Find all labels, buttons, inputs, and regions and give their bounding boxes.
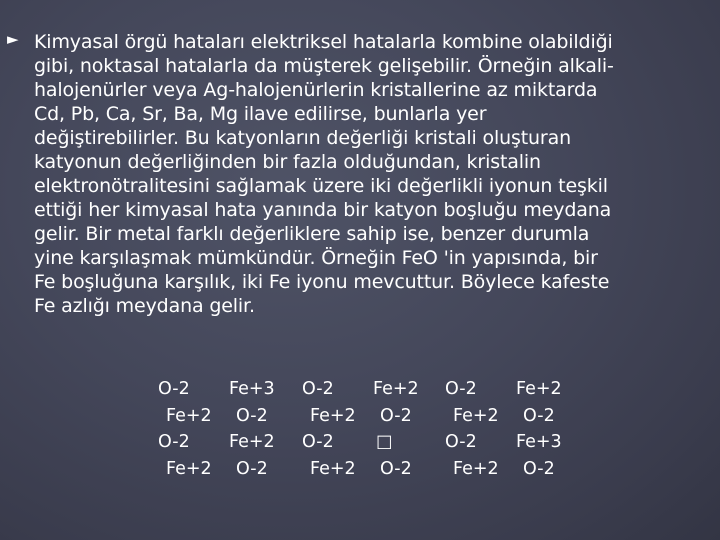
- lattice-ion: O-2: [158, 379, 190, 399]
- lattice-ion: Fe+2: [373, 379, 419, 399]
- lattice-ion: O-2: [445, 432, 477, 452]
- lattice-ion: Fe+3: [516, 432, 562, 452]
- lattice-ion: O-2: [523, 405, 555, 426]
- vacancy-symbol: □: [376, 432, 393, 452]
- paragraph-line: halojenürler veya Ag-halojenürlerin kristallerine az miktarda: [34, 79, 598, 101]
- lattice-ion: O-2: [380, 458, 412, 479]
- lattice-ion: O-2: [236, 458, 268, 479]
- paragraph-line: Kimyasal örgü hataları elektriksel hatalarla kombine olabildiği: [34, 31, 613, 53]
- lattice-ion: Fe+2: [310, 458, 356, 479]
- lattice-ion: Fe+2: [166, 458, 212, 479]
- paragraph-line: ettiği her kimyasal hata yanında bir katyon boşluğu meydana: [34, 199, 612, 221]
- lattice-ion: Fe+2: [453, 405, 499, 426]
- lattice-ion: O-2: [523, 458, 555, 479]
- paragraph-line: Cd, Pb, Ca, Sr, Ba, Mg ilave edilirse, bunlarla yer: [34, 103, 487, 125]
- lattice-ion: Fe+2: [453, 458, 499, 479]
- paragraph-line: gelir. Bir metal farklı değerliklere sahip ise, benzer durumla: [34, 223, 590, 245]
- lattice-ion: Fe+2: [229, 432, 275, 452]
- paragraph-text: [34, 30, 704, 318]
- lattice-ion: Fe+3: [229, 379, 275, 399]
- lattice-ion: Fe+2: [516, 379, 562, 399]
- paragraph-line: elektronötralitesini sağlamak üzere iki değerlikli iyonun teşkil: [34, 175, 608, 197]
- lattice-ion: O-2: [158, 432, 190, 452]
- paragraph-line: yine karşılaşmak mümkündür. Örneğin FeO 'in yapısında, bir: [34, 247, 598, 269]
- lattice-ion: O-2: [302, 432, 334, 452]
- lattice-ion: O-2: [380, 405, 412, 426]
- paragraph-line: değiştirebilirler. Bu katyonların değerliği kristali oluşturan: [34, 127, 571, 149]
- paragraph-line: katyonun değerliğinden bir fazla olduğundan, kristalin: [34, 151, 541, 173]
- paragraph-line: Fe azlığı meydana gelir.: [34, 295, 255, 317]
- lattice-ion: O-2: [236, 405, 268, 426]
- paragraph-line: Fe boşluğuna karşılık, iki Fe iyonu mevcuttur. Böylece kafeste: [34, 271, 610, 293]
- paragraph-line: gibi, noktasal hatalarla da müşterek gelişebilir. Örneğin alkali-: [34, 55, 614, 77]
- lattice-ion: O-2: [445, 379, 477, 399]
- bullet-arrow-icon: ►: [7, 30, 19, 48]
- lattice-ion: Fe+2: [166, 405, 212, 426]
- lattice-ion: O-2: [302, 379, 334, 399]
- lattice-ion: Fe+2: [310, 405, 356, 426]
